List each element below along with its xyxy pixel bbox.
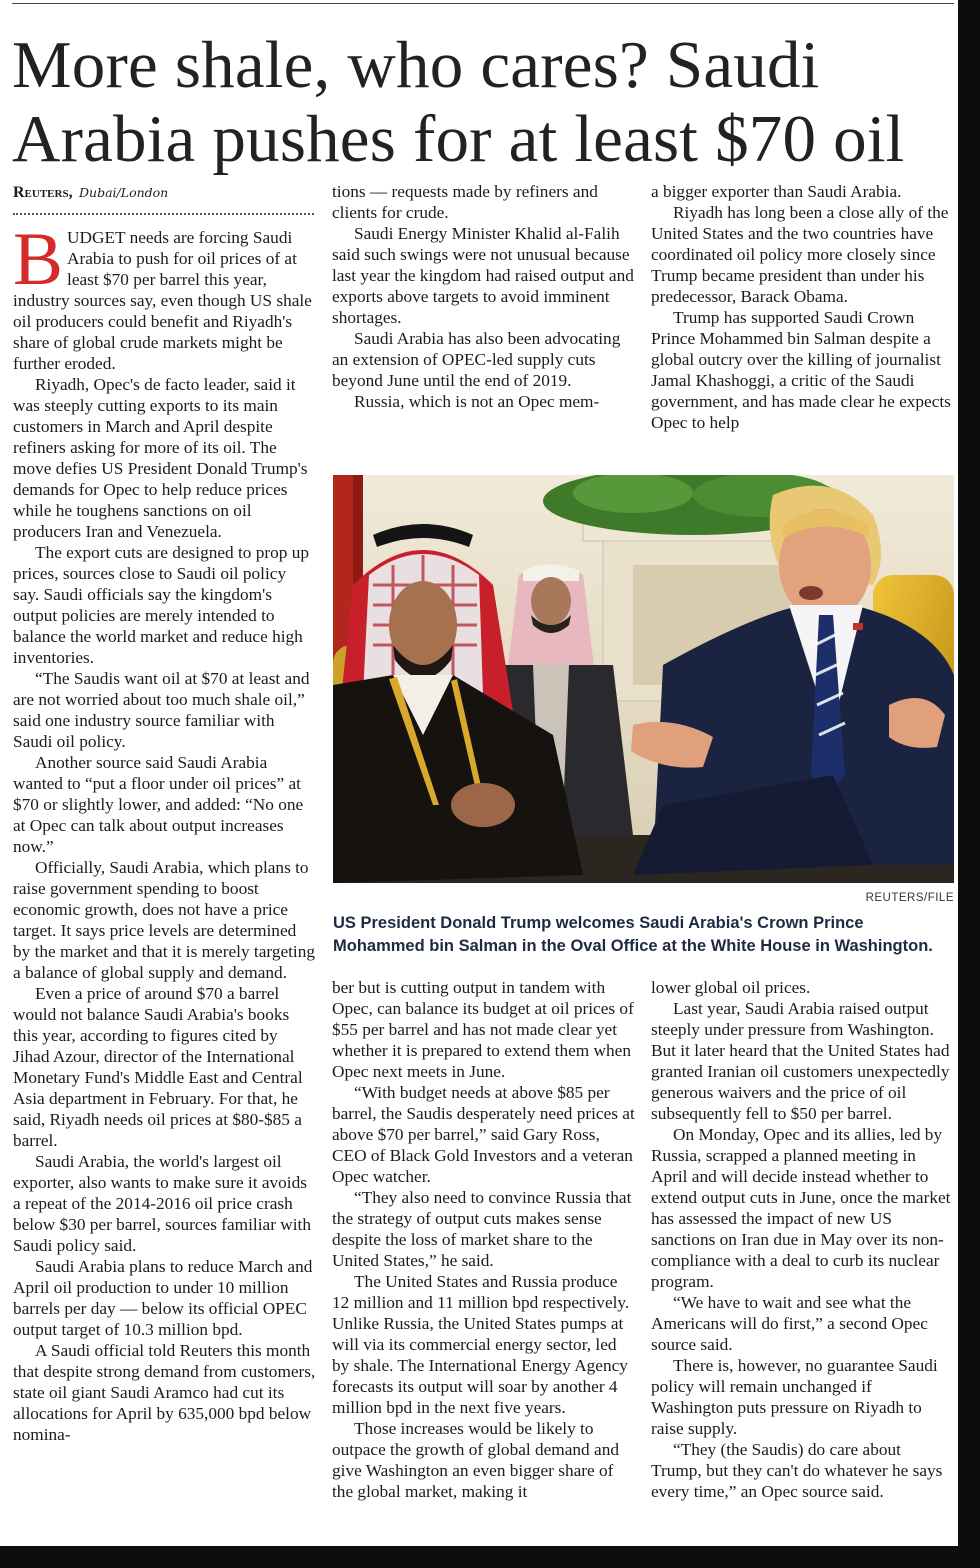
- paragraph: ber but is cutting output in tandem with Opec, can balance its budget at oil prices of $55 per barrel and has not made clear yet whether it is prepared to extend them when Opec next meets in June.: [332, 978, 634, 1081]
- paragraph: “They also need to convince Russia that the strategy of output cuts makes sense despite the loss of market share to the United States,” he said.: [332, 1188, 632, 1270]
- paragraph: Saudi Arabia, the world's largest oil exporter, also wants to make sure it avoids a repeat of the 2014-2016 oil price crash below $30 per barrel, sources familiar with Saudi policy said.: [13, 1152, 312, 1255]
- byline-place: Dubai/London: [79, 185, 169, 200]
- paragraph-text: UDGET needs are forcing Saudi Arabia to push for oil prices of at least $70 per barrel this year, industry sources say, even though US shale oil producers could benefit and Riyadh's share of global crude markets might be further eroded.: [13, 228, 312, 373]
- oval-office-illustration: [333, 475, 954, 883]
- headline: More shale, who cares? Saudi Arabia pushes for at least $70 oil: [12, 28, 905, 176]
- paragraph: Those increases would be likely to outpace the growth of global demand and give Washington an even bigger share of the global market, making it: [332, 1419, 619, 1501]
- paragraph: Saudi Arabia has also been advocating an extension of OPEC-led supply cuts beyond June until the end of 2019.: [332, 329, 621, 390]
- paragraph: “With budget needs at above $85 per barrel, the Saudis desperately need prices at above $70 per barrel,” said Gary Ross, CEO of Black Gold Investors and a veteran Opec watcher.: [332, 1083, 635, 1186]
- article-column-3-top: [651, 181, 954, 453]
- paragraph: Last year, Saudi Arabia raised output steeply under pressure from Washington. But it later heard that the United States had granted Iranian oil customers unexpectedly generous waivers and the price of oil subsequently fell to $50 per barrel.: [651, 999, 950, 1123]
- paragraph: Saudi Arabia plans to reduce March and April oil production to under 10 million barrels per day — below its official OPEC output target of 10.3 million bpd.: [13, 1257, 313, 1339]
- paragraph: There is, however, no guarantee Saudi policy will remain unchanged if Washington puts pressure on Riyadh to raise supply.: [651, 1356, 938, 1438]
- paragraph: The export cuts are designed to prop up prices, sources close to Saudi oil policy say. Saudi officials say the kingdom's output policies are merely intended to balance the world market and reduce high inventories.: [13, 543, 310, 667]
- drop-cap: B: [13, 227, 64, 301]
- paragraph: Even a price of around $70 a barrel would not balance Saudi Arabia's books this year, according to figures cited by Jihad Azour, director of the International Monetary Fund's Middle East and Central Asia department in February. For that, he said, Riyadh needs oil prices at $80-$85 a barrel.: [13, 984, 303, 1150]
- paragraph: Saudi Energy Minister Khalid al-Falih said such swings were not unusual because last year the kingdom had raised output and exports above targets to avoid imminent shortages.: [332, 224, 634, 327]
- paragraph: “They (the Saudis) do care about Trump, but they can't do whatever he says every time,” an Opec source said.: [651, 1440, 943, 1501]
- paragraph: “We have to wait and see what the Americans will do first,” a second Opec source said.: [651, 1293, 928, 1354]
- paragraph: Trump has supported Saudi Crown Prince Mohammed bin Salman despite a global outcry over the killing of journalist Jamal Khashoggi, a critic of the Saudi government, and has made clear he expects Opec to help: [651, 308, 951, 432]
- scan-edge-right: [958, 0, 980, 1568]
- news-photo: [333, 475, 954, 883]
- paragraph: The United States and Russia produce 12 million and 11 million bpd respectively. Unlike Russia, the United States pumps at will via its commercial energy sector, led by shale. The International Energy Agency forecasts its output will soar by another 4 million bpd in the next five years.: [332, 1272, 630, 1417]
- article-column-3-bottom: [651, 977, 954, 1547]
- byline-agency: Reuters,: [13, 184, 73, 201]
- paragraph: [13, 227, 316, 374]
- paragraph: On Monday, Opec and its allies, led by Russia, scrapped a planned meeting in April and will decide instead whether to extend output cuts in June, once the market has assessed the impact of new US sanctions on Iran due in May over its non-compliance with a deal to curb its nuclear program.: [651, 1125, 951, 1291]
- paragraph: Officially, Saudi Arabia, which plans to raise government spending to boost economic growth, does not have a price target. It says price levels are determined by the market and that it is merely targeting a balance of global supply and demand.: [13, 858, 316, 982]
- paragraph: Riyadh has long been a close ally of the United States and the two countries have coordinated oil policy more closely since Trump became president than under his predecessor, Barack Obama.: [651, 203, 949, 306]
- photo-caption: US President Donald Trump welcomes Saudi Arabia's Crown Prince Mohammed bin Salman in the Oval Office at the White House in Washington.: [333, 914, 933, 955]
- article-column-2-top: [332, 181, 635, 453]
- dotted-divider: [13, 213, 314, 215]
- paragraph: a bigger exporter than Saudi Arabia.: [651, 182, 902, 201]
- scan-edge-bottom: [0, 1546, 980, 1568]
- article-column-2-bottom: [332, 977, 635, 1547]
- top-rule: [12, 3, 954, 4]
- article-column-1: [13, 227, 316, 1547]
- paragraph: Another source said Saudi Arabia wanted to “put a floor under oil prices” at $70 or slightly lower, and added: “No one at Opec can talk about output increases now.”: [13, 753, 304, 856]
- byline: [13, 183, 168, 203]
- paragraph: Russia, which is not an Opec mem-: [354, 392, 600, 411]
- paragraph: tions — requests made by refiners and clients for crude.: [332, 182, 598, 222]
- photo-credit: REUTERS/FILE: [865, 892, 954, 904]
- paragraph: lower global oil prices.: [651, 978, 811, 997]
- paragraph: “The Saudis want oil at $70 at least and are not worried about too much shale oil,” said one industry source familiar with Saudi oil policy.: [13, 669, 310, 751]
- paragraph: Riyadh, Opec's de facto leader, said it was steeply cutting exports to its main customers in March and April despite refiners asking for more of its oil. The move defies US President Donald Trump's demands for Opec to help reduce prices while he toughens sanctions on oil producers Iran and Venezuela.: [13, 375, 308, 541]
- paragraph: A Saudi official told Reuters this month that despite strong demand from customers, state oil giant Saudi Aramco had cut its allocations for April by 635,000 bpd below nomina-: [13, 1341, 316, 1444]
